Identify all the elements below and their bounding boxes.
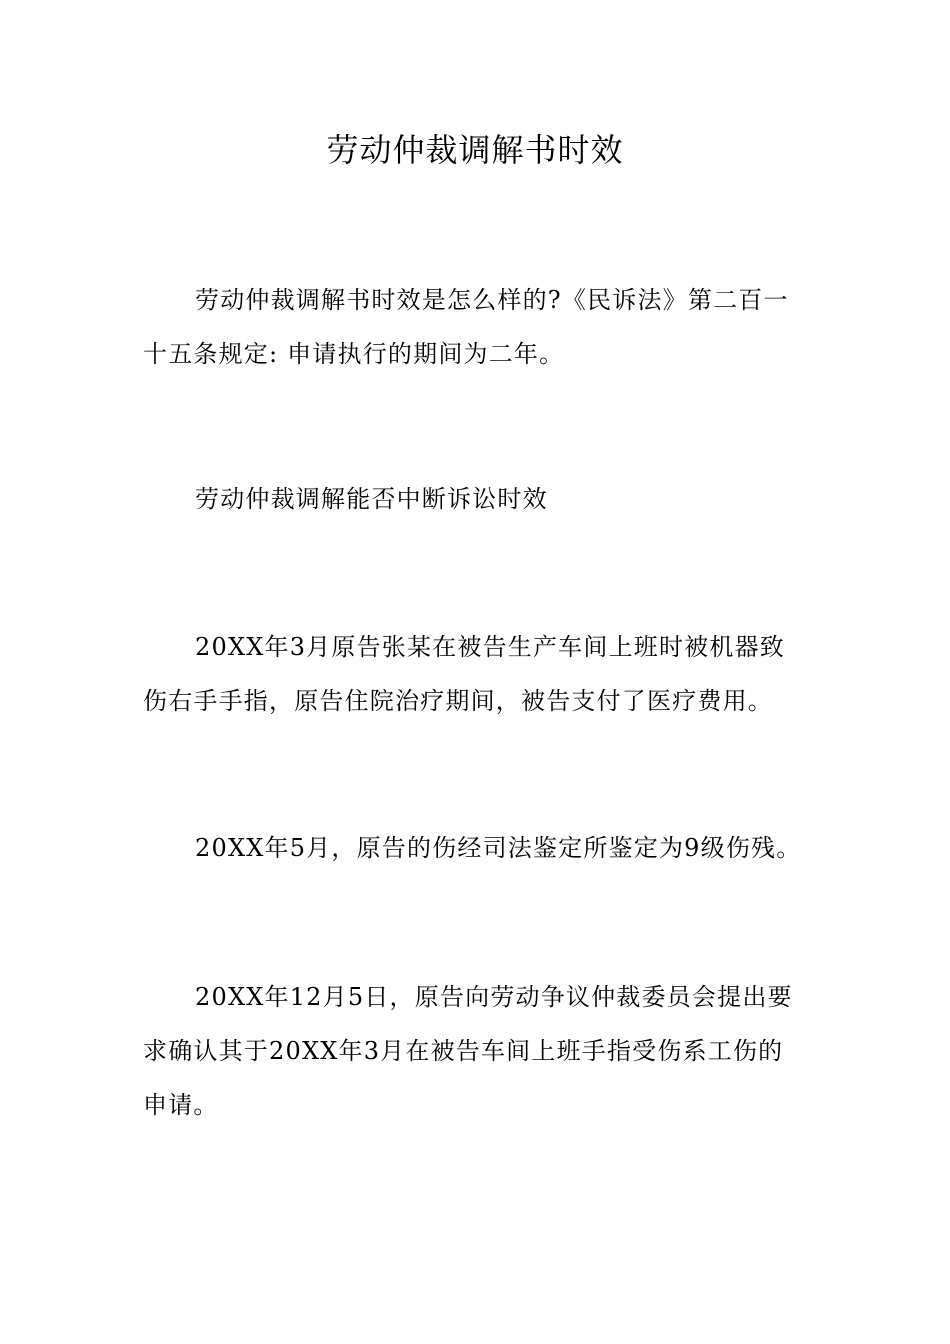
paragraph-2: 劳动仲裁调解能否中断诉讼时效 <box>195 485 548 513</box>
paragraph-4: 20XX年5月，原告的伤经司法鉴定所鉴定为9级伤残。 <box>195 834 802 862</box>
paragraph-1: 劳动仲裁调解书时效是怎么样的?《民诉法》第二百一十五条规定: 申请执行的期间为二年。 <box>143 286 789 368</box>
page-title: 劳动仲裁调解书时效 <box>326 131 624 169</box>
paragraph-5: 20XX年12月5日，原告向劳动争议仲裁委员会提出要求确认其于20XX年3月在被告车间上班手指受伤系工伤的申请。 <box>143 983 793 1119</box>
paragraph-3: 20XX年3月原告张某在被告生产车间上班时被机器致伤右手手指，原告住院治疗期间，被告支付了医疗费用。 <box>143 633 785 715</box>
